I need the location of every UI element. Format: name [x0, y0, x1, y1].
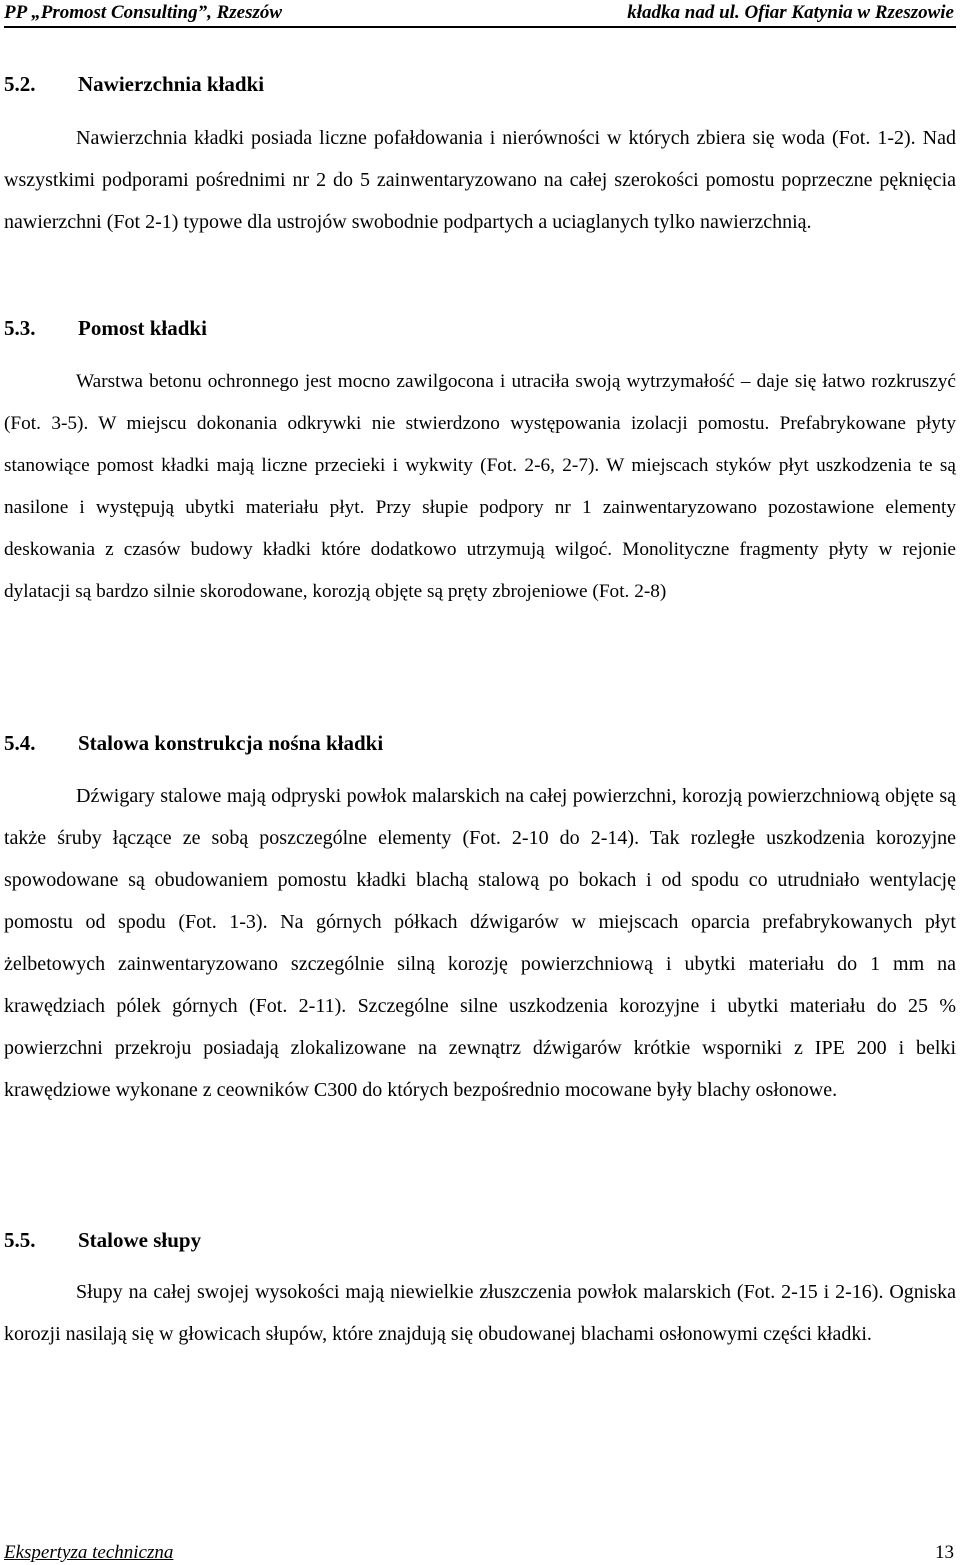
paragraph-text: Dźwigary stalowe mają odpryski powłok malarskich na całej powierzchni, korozją powierzchniową objęte są także śruby łączące ze sobą poszczególne elementy (Fot. 2-10 do 2-14). Tak rozległe uszkodzenia korozyjne spowodowane są obudowaniem pomostu kładki blachą stalową po bokach i od spodu co utrudniało wentylację pomostu od spodu (Fot. 1-3). Na górnych półkach dźwigarów w miejscach oparcia prefabrykowanych płyt żelbetowych zainwentaryzowano szczególnie silną korozję powierzchniową i ubytki materiału do 1 mm na krawędziach pólek górnych (Fot. 2-11). Szczególne silne uszkodzenia korozyjne i ubytki materiału do 25 % powierzchni przekroju posiadają zlokalizowane na zewnątrz dźwigarów krótkie wsporniki z IPE 200 i belki krawędziowe wykonane z ceowników C300 do których bezpośrednio mocowane były blachy osłonowe.	[4, 785, 956, 1101]
paragraph-text: Warstwa betonu ochronnego jest mocno zawilgocona i utraciła swoją wytrzymałość – daje się łatwo rozkruszyć (Fot. 3-5). W miejscu dokonania odkrywki nie stwierdzono występowania izolacji pomostu. Prefabrykowane płyty stanowiące pomost kładki mają liczne przecieki i wykwity (Fot. 2-6, 2-7). W miejscach styków płyt uszkodzenia te są nasilone i występują ubytki materiału płyt. Przy słupie podpory nr 1 zainwentaryzowano pozostawione elementy deskowania z czasów budowy kładki które dodatkowo utrzymują wilgoć. Monolityczne fragmenty płyty w rejonie dylatacji są bardzo silnie skorodowane, korozją objęte są pręty zbrojeniowe (Fot. 2-8)	[4, 371, 956, 602]
section-paragraph	[4, 1271, 956, 1355]
section-number: 5.3.	[4, 316, 36, 340]
section-number: 5.2.	[4, 72, 36, 96]
section-number: 5.4.	[4, 731, 36, 755]
page-header	[4, 0, 956, 28]
paragraph-text: Słupy na całej swojej wysokości mają niewielkie złuszczenia powłok malarskich (Fot. 2-15 i 2-16). Ogniska korozji nasilają się w głowicach słupów, które znajdują się obudowanej blachami osłonowymi części kładki.	[4, 1281, 956, 1345]
section-title: Stalowe słupy	[78, 1228, 202, 1252]
header-project: kładka nad ul. Ofiar Katynia w Rzeszowie	[627, 2, 954, 23]
section-title: Nawierzchnia kładki	[78, 72, 265, 96]
paragraph-text: Nawierzchnia kładki posiada liczne pofałdowania i nierówności w których zbiera się woda (Fot. 1-2). Nad wszystkimi podporami pośrednimi nr 2 do 5 zainwentaryzowano na całej szerokości pomostu poprzeczne pęknięcia nawierzchni (Fot 2-1) typowe dla ustrojów swobodnie podpartych a uciaglanych tylko nawierzchnią.	[4, 127, 956, 233]
section-title: Pomost kładki	[78, 316, 207, 340]
section-paragraph	[4, 117, 956, 243]
section-paragraph	[4, 775, 956, 1111]
page-footer	[4, 1542, 956, 1564]
section-paragraph	[4, 361, 956, 613]
section-title: Stalowa konstrukcja nośna kładki	[78, 731, 384, 755]
header-company: PP „Promost Consulting”, Rzeszów	[4, 2, 283, 23]
footer-document-title: Ekspertyza techniczna	[4, 1542, 174, 1563]
section-number: 5.5.	[4, 1228, 36, 1252]
page-number: 13	[935, 1542, 954, 1563]
